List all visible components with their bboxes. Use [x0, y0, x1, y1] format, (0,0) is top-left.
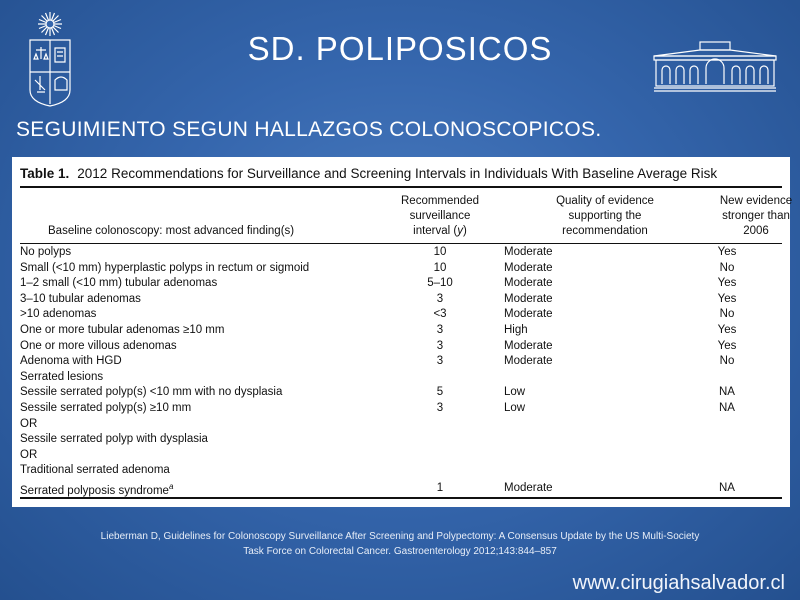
quality-cell: [504, 370, 668, 386]
column-header-interval-line: interval (y): [413, 225, 467, 237]
interval-cell: [376, 323, 504, 339]
evidence-cell: [668, 401, 786, 417]
finding-cell-text: >10 adenomas: [20, 308, 97, 321]
quality-cell: [504, 261, 668, 277]
table-heading: [20, 166, 717, 181]
finding-cell-text: 1–2 small (<10 mm) tubular adenomas: [20, 277, 218, 290]
interval-cell: [376, 385, 504, 401]
evidence-cell: [668, 354, 786, 370]
table-row: [20, 261, 786, 277]
interval-cell: [376, 370, 504, 386]
recommendations-table: [12, 157, 793, 507]
table-row: [20, 401, 786, 417]
quality-cell-text: Moderate: [504, 339, 553, 352]
evidence-cell: [668, 292, 786, 308]
header-rule: [20, 243, 782, 244]
table-row: [20, 417, 786, 433]
finding-cell: [20, 463, 376, 479]
finding-cell-text: 3–10 tubular adenomas: [20, 292, 141, 305]
interval-cell-text: 3: [436, 292, 444, 305]
quality-cell-text: High: [504, 323, 528, 336]
quality-cell: [504, 432, 668, 448]
quality-cell: [504, 448, 668, 464]
evidence-cell: [668, 323, 786, 339]
interval-cell-text: 10: [433, 261, 447, 274]
table-row: [20, 432, 786, 448]
finding-cell-text: No polyps: [20, 246, 72, 258]
bottom-rule: [20, 497, 782, 499]
finding-cell-text: OR: [20, 448, 38, 461]
interval-cell: [376, 339, 504, 355]
evidence-cell: [668, 463, 786, 479]
interval-cell: [376, 448, 504, 464]
table-row: [20, 385, 786, 401]
table-row: [20, 463, 786, 479]
column-header-evidence: [702, 194, 800, 239]
evidence-cell: [668, 385, 786, 401]
finding-cell-text: OR: [20, 417, 38, 430]
column-header-finding: Baseline colonoscopy: most advanced finding(s): [48, 225, 295, 237]
evidence-cell: [668, 307, 786, 323]
interval-cell-text: 10: [433, 246, 447, 258]
table-row: [20, 323, 786, 339]
interval-cell-text: 1: [436, 482, 444, 495]
table-row: [20, 339, 786, 355]
evidence-cell: [668, 448, 786, 464]
column-header-interval-line: Recommended: [401, 195, 479, 207]
quality-cell-text: Moderate: [504, 246, 553, 258]
footnote-mark: a: [168, 481, 174, 491]
quality-cell: [504, 307, 668, 323]
finding-cell: [20, 292, 376, 308]
evidence-cell: [668, 261, 786, 277]
finding-cell-text: Serrated lesions: [20, 370, 104, 383]
column-header-quality-line: recommendation: [562, 225, 648, 237]
top-rule: [20, 186, 782, 188]
column-header-quality-line: Quality of evidence: [556, 195, 654, 207]
column-header-quality: [530, 194, 680, 239]
interval-cell-text: 3: [436, 401, 444, 414]
evidence-cell: [668, 245, 786, 261]
finding-cell: [20, 276, 376, 292]
finding-cell-text: Sessile serrated polyp with dysplasia: [20, 433, 208, 446]
website-link[interactable]: www.cirugiahsalvador.cl: [572, 572, 785, 594]
column-header-interval-line: surveillance: [409, 210, 471, 222]
quality-cell-text: Moderate: [504, 355, 553, 368]
evidence-cell-text: No: [719, 355, 735, 368]
finding-cell: [20, 401, 376, 417]
finding-cell-text: Sessile serrated polyp(s) <10 mm with no dysplasia: [20, 386, 283, 399]
interval-cell-text: 3: [436, 355, 444, 368]
evidence-cell-text: NA: [719, 482, 735, 495]
interval-cell: [376, 401, 504, 417]
finding-cell: [20, 323, 376, 339]
column-header-evidence-line: stronger than: [722, 210, 790, 222]
quality-cell: [504, 339, 668, 355]
quality-cell-text: Moderate: [504, 482, 553, 495]
evidence-cell-text: NA: [719, 401, 735, 414]
citation-line: Task Force on Colorectal Cancer. Gastroenterology 2012;143:844–857: [243, 545, 557, 557]
finding-cell: [20, 370, 376, 386]
quality-cell-text: Moderate: [504, 277, 553, 290]
table-row: [20, 370, 786, 386]
column-header-evidence-line: 2006: [743, 225, 769, 237]
table-row: [20, 276, 786, 292]
interval-cell-text: 3: [436, 323, 444, 336]
interval-cell: [376, 432, 504, 448]
interval-cell-text: 5–10: [427, 277, 453, 290]
quality-cell-text: Moderate: [504, 261, 553, 274]
interval-cell: [376, 463, 504, 479]
column-header-interval: [376, 194, 504, 239]
finding-cell-text: Serrated polyposis syndrome: [20, 484, 169, 497]
quality-cell-text: Moderate: [504, 308, 553, 321]
finding-cell: [20, 417, 376, 433]
finding-cell: [20, 385, 376, 401]
finding-cell-text: One or more villous adenomas: [20, 339, 177, 352]
interval-cell: [376, 292, 504, 308]
citation-line: Lieberman D, Guidelines for Colonoscopy Surveillance After Screening and Polypectomy: A Consensus Update by the US Multi-Society: [100, 531, 700, 542]
evidence-cell-text: Yes: [717, 323, 737, 336]
quality-cell: [504, 323, 668, 339]
interval-cell: [376, 307, 504, 323]
quality-cell: [504, 276, 668, 292]
finding-cell: [20, 307, 376, 323]
quality-cell: [504, 245, 668, 261]
evidence-cell: [668, 276, 786, 292]
finding-cell: [20, 339, 376, 355]
quality-cell-text: Low: [504, 386, 526, 399]
quality-cell: [504, 463, 668, 479]
quality-cell-text: Low: [504, 401, 526, 414]
interval-cell: [376, 354, 504, 370]
interval-cell-text: 5: [436, 386, 444, 399]
interval-cell-text: <3: [433, 308, 447, 321]
evidence-cell-text: Yes: [717, 339, 737, 352]
column-header-quality-line: supporting the: [568, 210, 642, 222]
quality-cell: [504, 417, 668, 433]
quality-cell-text: Moderate: [504, 292, 553, 305]
finding-cell: [20, 354, 376, 370]
slide-subtitle: SEGUIMIENTO SEGUN HALLAZGOS COLONOSCOPICOS.: [16, 118, 602, 141]
evidence-cell: [668, 370, 786, 386]
finding-cell: [20, 448, 376, 464]
finding-cell-text: Small (<10 mm) hyperplastic polyps in rectum or sigmoid: [20, 261, 310, 274]
interval-cell-text: 3: [436, 339, 444, 352]
evidence-cell-text: NA: [719, 386, 735, 399]
evidence-cell-text: Yes: [717, 292, 737, 305]
table-row: [20, 354, 786, 370]
citation: [60, 530, 740, 559]
finding-cell-text: Sessile serrated polyp(s) ≥10 mm: [20, 401, 192, 414]
quality-cell: [504, 354, 668, 370]
finding-cell-text: Traditional serrated adenoma: [20, 464, 170, 477]
table-row: [20, 307, 786, 323]
evidence-cell: [668, 432, 786, 448]
finding-cell: [20, 245, 376, 261]
quality-cell: [504, 385, 668, 401]
table-row: [20, 448, 786, 464]
quality-cell: [504, 401, 668, 417]
evidence-cell: [668, 417, 786, 433]
finding-cell-text: Adenoma with HGD: [20, 355, 122, 368]
evidence-cell-text: No: [719, 261, 735, 274]
finding-cell: [20, 261, 376, 277]
table-body: [20, 245, 786, 499]
table-caption: 2012 Recommendations for Surveillance and Screening Intervals in Individuals With Baseline Average Risk: [77, 166, 718, 181]
finding-cell-text: One or more tubular adenomas ≥10 mm: [20, 323, 225, 336]
finding-cell: [20, 432, 376, 448]
evidence-cell-text: Yes: [717, 277, 737, 290]
interval-cell: [376, 417, 504, 433]
interval-cell: [376, 261, 504, 277]
slide-title: SD. POLIPOSICOS: [247, 30, 553, 67]
evidence-cell: [668, 339, 786, 355]
evidence-cell-text: Yes: [717, 246, 737, 258]
table-row: [20, 245, 786, 261]
column-header-evidence-line: New evidence: [719, 195, 793, 207]
interval-cell: [376, 245, 504, 261]
quality-cell: [504, 292, 668, 308]
evidence-cell-text: No: [719, 308, 735, 321]
table-number: Table 1.: [20, 166, 70, 181]
interval-cell: [376, 276, 504, 292]
table-row: [20, 292, 786, 308]
